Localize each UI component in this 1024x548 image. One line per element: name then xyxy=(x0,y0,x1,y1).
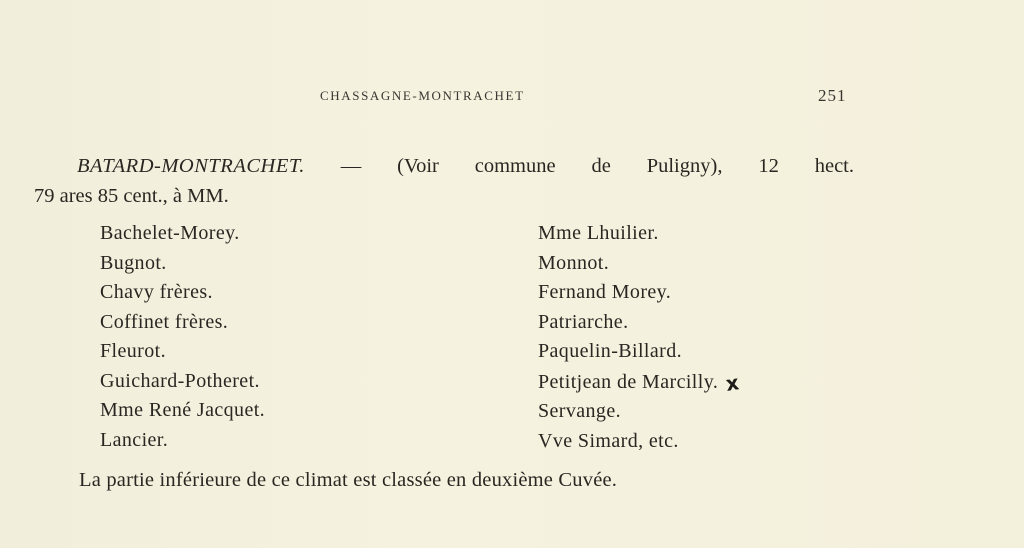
owner-entry: Mme Lhuilier. xyxy=(538,222,659,244)
intro-paragraph xyxy=(34,151,854,211)
owner-entry: Vve Simard, etc. xyxy=(538,429,679,452)
running-title: CHASSAGNE-MONTRACHET xyxy=(320,88,525,103)
owner-entry: Guichard-Potheret. xyxy=(100,369,260,392)
owner-entry: Chavy frères. xyxy=(100,281,213,303)
climat-heading: BATARD-MONTRACHET. xyxy=(77,155,305,177)
owner-entry: Mme René Jacquet. xyxy=(100,399,266,421)
owner-entry: Fernand Morey. xyxy=(538,281,672,303)
owner-entry: Paquelin-Billard. xyxy=(538,340,682,362)
intro-line-2: 79 ares 85 cent., à MM. xyxy=(34,185,229,207)
owner-entry-text: Petitjean de Marcilly. xyxy=(538,370,719,393)
handwritten-x-mark-icon: x xyxy=(724,369,742,396)
owner-entry: Coffinet frères. xyxy=(100,310,229,333)
footnote-cuvee: La partie inférieure de ce climat est classée en deuxième Cuvée. xyxy=(79,469,618,491)
intro-line-1 xyxy=(34,151,854,181)
owners-list-right xyxy=(538,219,740,456)
owner-entry: Lancier. xyxy=(100,428,169,451)
owner-entry: Servange. xyxy=(538,400,622,422)
owner-entry: Fleurot. xyxy=(100,340,166,362)
owner-entry: Bugnot. xyxy=(100,251,167,274)
owner-entry-marked xyxy=(538,367,740,398)
page-number: 251 xyxy=(818,86,847,105)
intro-line-1-rest: — (Voir commune de Puligny), 12 hect. xyxy=(304,155,854,177)
owner-entry: Patriarche. xyxy=(538,310,629,333)
owners-list-left xyxy=(100,219,265,455)
owner-entry: Bachelet-Morey. xyxy=(100,222,240,244)
owner-entry: Monnot. xyxy=(538,251,610,274)
